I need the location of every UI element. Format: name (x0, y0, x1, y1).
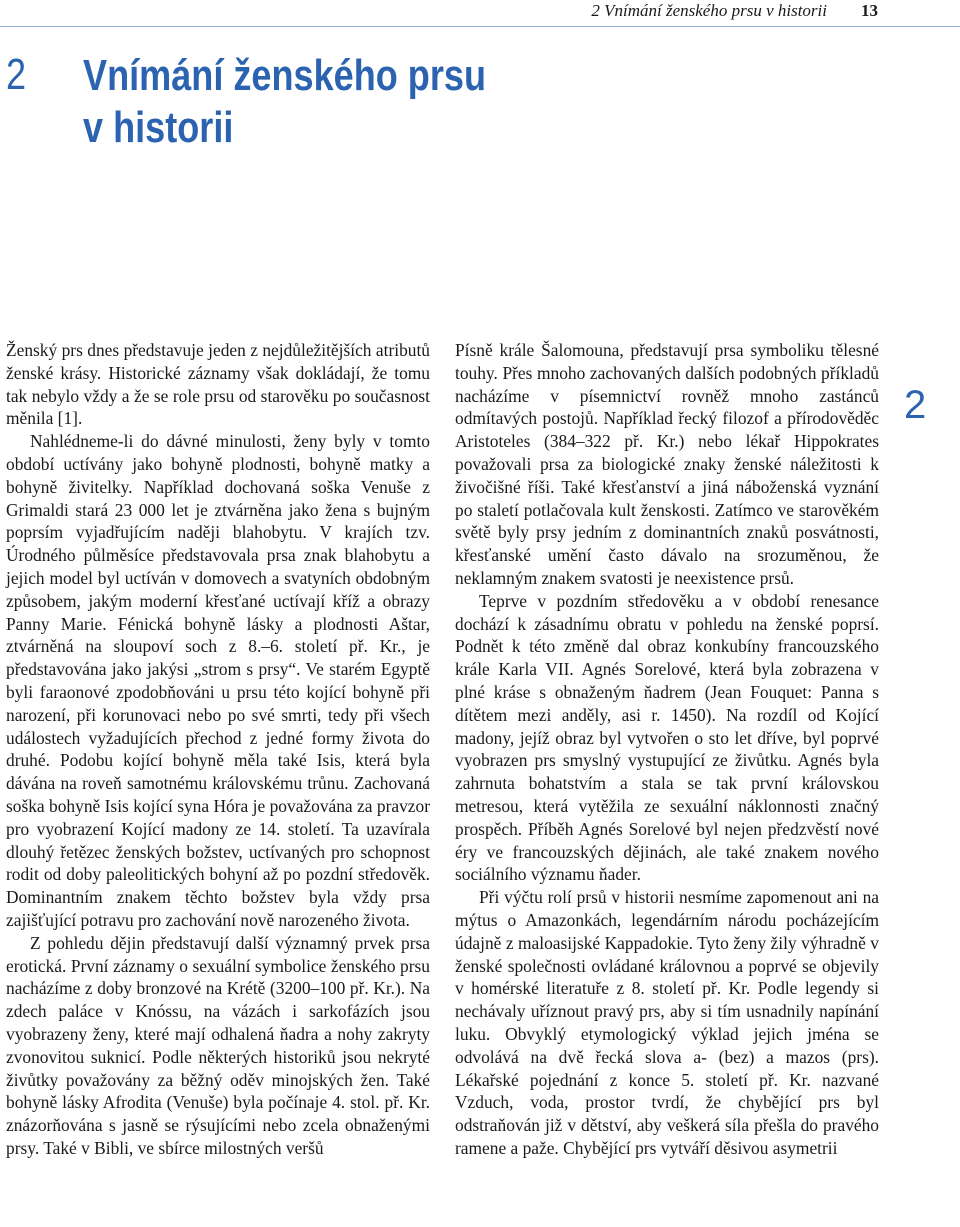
chapter-title-line-1: Vnímání ženského prsu (83, 51, 487, 100)
running-head (0, 0, 960, 27)
paragraph: Ženský prs dnes představuje jeden z nejdůležitějších atributů ženské krásy. Historické záznamy však dokládají, že tomu tak nebylo vždy a že se role prsu od starověku po současnost měnila [1]. (6, 340, 430, 429)
chapter-number: 2 (6, 50, 27, 99)
paragraph: Teprve v pozdním středověku a v období renesance dochází k zásadnímu obratu v pohledu na ženské poprsí. Podnět k této změně dal obraz konkubíny francouzského krále Karla VII. Agnés Sorelové, která byla zobrazena v plné kráse s obnaženým ňadrem (Jean Fouquet: Panna s dítětem mezi anděly, asi r. 1450). Na rozdíl od Kojící madony, jejíž obraz byl vytvořen o sto let dříve, byl poprvé vyobrazen prs smyslný vystupující ze živůtku. Agnés byla zahrnuta bohatstvím a stala se tak první královskou metresou, která vytěžila ze sexuální náklonnosti značný prospěch. Příběh Agnés Sorelové byl nejen předzvěstí nové éry ve francouzských dějinách, ale také znakem nového sociálního významu ňader. (455, 590, 879, 885)
chapter-side-tab: 2 (904, 383, 927, 427)
paragraph: Písně krále Šalomouna, představují prsa symboliku tělesné touhy. Přes mnoho zachovaných dalších podobných příkladů nacházíme v písemnictví rovněž mnoho zastánců odmítavých postojů. Například řecký filozof a přírodověděc Aristoteles (384–322 př. Kr.) nebo lékař Hippokrates považovali prsa za biologické znaky ženské náležitosti k živočišné říši. Také křesťanství a jiná náboženská vyznání po staletí potlačovala kult ženskosti. Zatímco ve starověkém světě byly prsy jedním z dominantních znaků posvátnosti, křesťanské umění často dávalo na srozuměnou, že neklamným znakem svatosti je neexistence prsů. (455, 340, 879, 588)
paragraph: Při výčtu rolí prsů v historii nesmíme zapomenout ani na mýtus o Amazonkách, legendárním národu pocházejícím údajně z maloasijské Kappadokie. Tyto ženy žily výhradně v ženské společnosti ovládané královnou a poprvé se objevily v homérské literatuře z 8. století př. Kr. Podle legendy si nechávaly uříznout pravý prs, aby si tím usnadnily napínání luku. Obvyklý etymologický výklad jejich jména se odvolává na dvě řecká slova a- (bez) a mazos (prs). Lékařské pojednání z konce 5. století př. Kr. nazvané Vzduch, voda, prostor tvrdí, že chybějící prs byl odstraňován již v dětství, aby veškerá síla přešla do pravého ramene a paže. Chybějící prs vytváří děsivou asymetrii (455, 887, 879, 1158)
page-number: 13 (861, 1, 878, 20)
chapter-title (83, 50, 542, 154)
paragraph: Z pohledu dějin představují další významný prvek prsa erotická. První záznamy o sexuální symbolice ženského prsu nacházíme z doby bronzové na Krétě (3200–100 př. Kr.). Na zdech paláce v Knóssu, na vázách i sarkofázích jsou vyobrazeny ženy, které mají odhalená ňadra a nohy zakryty zvonovitou suknicí. Podle některých historiků jsou nekryté živůtky považovány za běžný oděv minojských žen. Také bohyně lásky Afrodita (Venuše) byla počínaje 4. stol. př. Kr. znázorňována s jasně se rýsujícími nebo zcela obnaženými prsy. Také v Bibli, ve sbírce milostných veršů (6, 932, 430, 1158)
chapter-title-line-2: v historii (83, 103, 234, 152)
running-head-title: 2 Vnímání ženského prsu v historii (591, 1, 827, 20)
left-column (6, 339, 430, 1160)
paragraph: Nahlédneme-li do dávné minulosti, ženy byly v tomto období uctívány jako bohyně plodnosti, bohyně matky a bohyně živitelky. Například dochovaná soška Venuše z Grimaldi stará 23 000 let je ztvárněna jako žena s bujným poprsím vyjadřujícím naději blahobytu. V krajích tzv. Úrodného půlměsíce představovala prsa znak blahobytu a jejich model byl uctíván v domovech a svatyních obdobným způsobem, jakým moderní křesťané uctívají kříž a obrazy Panny Marie. Fénická bohyně lásky a plodnosti Aštar, ztvárněná na sloupoví soch z 8.–6. století př. Kr., je představována jako jakýsi „strom s prsy“. Ve starém Egyptě byli faraonové zpodobňováni u prsu této kojící bohyně při narození, při korunovaci nebo po své smrti, tedy při všech událostech vyžadujících přechod z jedné formy života do druhé. Podobu kojící bohyně měla také Isis, která byla dávána na roveň samotnému královskému trůnu. Zachovaná soška bohyně Isis kojící syna Hóra je považována za pravzor pro vyobrazení Kojící madony ze 14. století. Ta uzavírala dlouhý řetězec ženských božstev, uctívaných pro schopnost rodit od doby paleolitických bohyní až po pozdní středověk. Dominantním znakem těchto božstev byla vždy prsa zajišťující potravu pro zachování nově narozeného života. (6, 431, 430, 930)
right-column (455, 339, 879, 1160)
